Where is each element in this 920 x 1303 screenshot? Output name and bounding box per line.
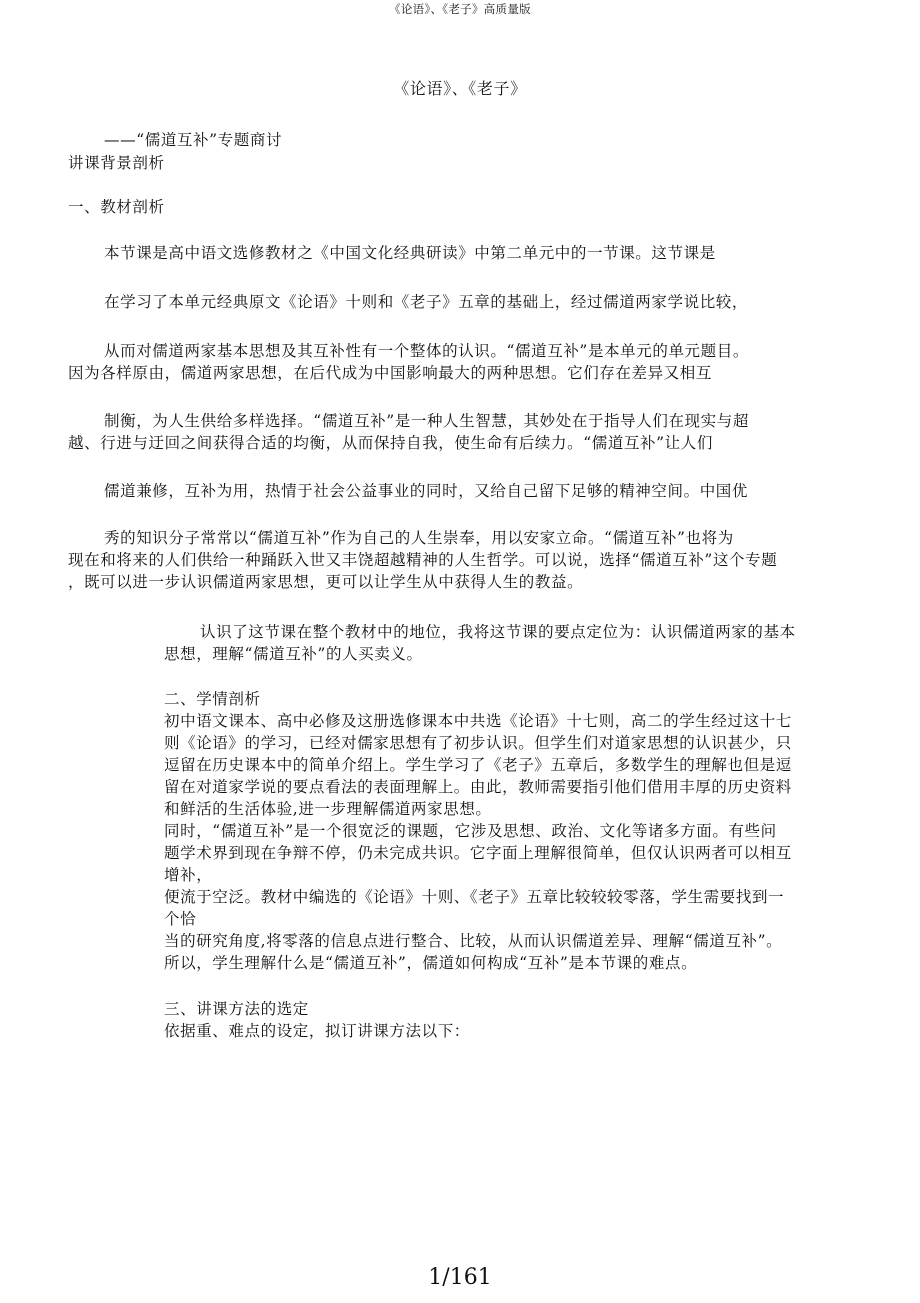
paragraph-line: 同时，“儒道互补”是一个很宽泛的课题，它涉及思想、政治、文化等诸多方面。有些问 (164, 822, 777, 840)
page-number: 1/161 (428, 1265, 492, 1290)
paragraph-line: 依据重、难点的设定，拟订讲课方法以下： (164, 1022, 470, 1040)
paragraph-line: 则《论语》的学习，已经对儒家思想有了初步认识。但学生们对道家思想的认识甚少，只 (164, 734, 792, 752)
paragraph-line: 个恰 (164, 910, 197, 928)
paragraph-line: 因为各样原由，儒道两家思想，在后代成为中国影响最大的两种思想。它们存在差异又相互 (68, 364, 713, 382)
section-1-heading: 一、教材剖析 (68, 198, 165, 216)
paragraph-line: 逗留在历史课本中的简单介绍上。学生学习了《老子》五章后，多数学生的理解也但是逗 (164, 756, 792, 774)
paragraph-line: 儒道兼修，互补为用，热情于社会公益事业的同时，又给自己留下足够的精神空间。中国优 (104, 482, 749, 500)
paragraph-line: 越、行进与迂回之间获得合适的均衡，从而保持自我，使生命有后续力。“儒道互补”让人们 (68, 434, 713, 452)
focus-line: 思想，理解“儒道互补”的人买卖义。 (164, 645, 423, 663)
paragraph-line: ，既可以进一步认识儒道两家思想，更可以让学生从中获得人生的教益。 (68, 573, 584, 591)
paragraph-line: 从而对儒道两家基本思想及其互补性有一个整体的认识。“儒道互补”是本单元的单元题目。 (104, 342, 749, 360)
paragraph-line: 和鲜活的生活体验,进一步理解儒道两家思想。 (164, 800, 492, 818)
section-2-heading: 二、学情剖析 (164, 690, 261, 708)
paragraph-line: 制衡，为人生供给多样选择。“儒道互补”是一种人生智慧，其妙处在于指导人们在现实与超 (104, 412, 749, 430)
paragraph-line: 便流于空泛。教材中编选的《论语》十则、《老子》五章比较较较零落，学生需要找到一 (164, 888, 785, 906)
paragraph-line: 在学习了本单元经典原文《论语》十则和《老子》五章的基础上，经过儒道两家学说比较， (104, 293, 749, 311)
paragraph-line: 留在对道家学说的要点看法的表面理解上。由此，教师需要指引他们借用丰厚的历史资料 (164, 778, 792, 796)
paragraph-line: 秀的知识分子常常以“儒道互补”作为自己的人生崇奉，用以安家立命。“儒道互补”也将为 (104, 529, 734, 547)
document-title: 《论语》、《老子》 (393, 79, 527, 98)
paragraph-line: 本节课是高中语文选修教材之《中国文化经典研读》中第二单元中的一节课。这节课是 (104, 244, 716, 262)
document-subtitle: ——“儒道互补”专题商讨 (104, 131, 283, 149)
paragraph-line: 当的研究角度,将零落的信息点进行整合、比较，从而认识儒道差异、理解“儒道互补”。 (164, 932, 783, 950)
running-header: 《论语》、《老子》高质量版 (389, 2, 531, 16)
paragraph-line: 初中语文课本、高中必修及这册选修课本中共选《论语》十七则，高二的学生经过这十七 (164, 712, 792, 730)
paragraph-line: 所以，学生理解什么是“儒道互补”，儒道如何构成“互补”是本节课的难点。 (164, 954, 698, 972)
paragraph-line: 题学术界到现在争辩不停，仍未完成共识。它字面上理解很简单，但仅认识两者可以相互 (164, 844, 792, 862)
section-3-heading: 三、讲课方法的选定 (164, 1000, 309, 1018)
paragraph-line: 增补， (164, 866, 213, 884)
focus-line: 认识了这节课在整个教材中的地位，我将这节课的要点定位为：认识儒道两家的基本 (200, 623, 796, 641)
paragraph-line: 现在和将来的人们供给一种踊跃入世又丰饶超越精神的人生哲学。可以说，选择“儒道互补”这个专题 (68, 551, 778, 569)
section-label: 讲课背景剖析 (68, 154, 165, 172)
